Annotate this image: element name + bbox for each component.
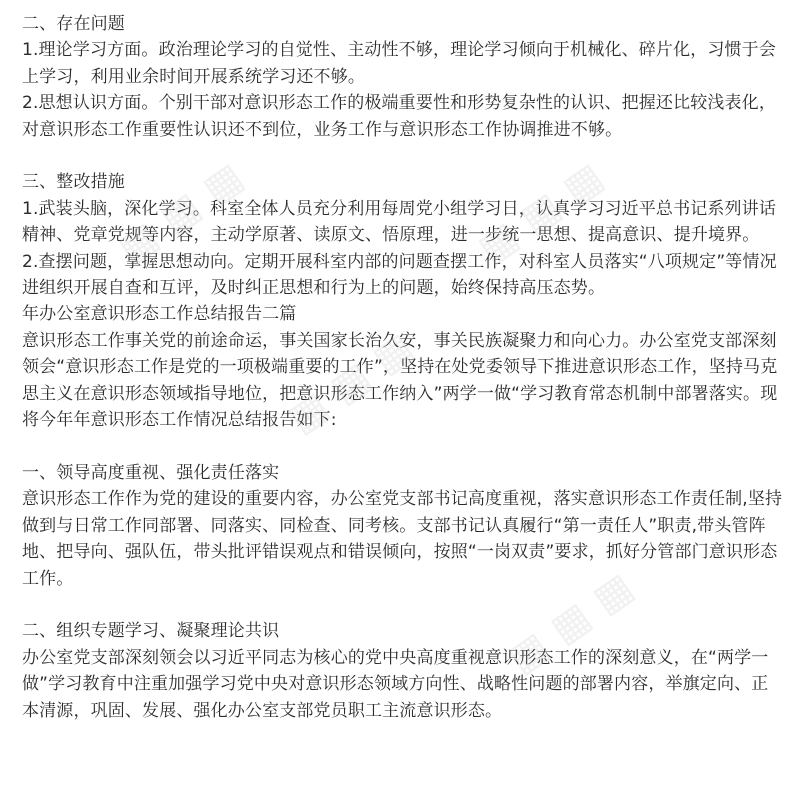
paragraph-ideological-awareness: 2.思想认识方面。个别干部对意识形态工作的极端重要性和形势复杂性的认识、把握还比较浅表化，对意识形态工作重要性认识还不到位，业务工作与意识形态工作协调推进不够。 <box>22 93 776 140</box>
section-heading-rectification: 三、整改措施 <box>22 172 125 193</box>
watermark-mark: ▦ ▦ ▦ <box>279 323 422 443</box>
section-heading-leadership: 一、领导高度重视、强化责任落实 <box>22 462 280 483</box>
section-heading-problems: 二、存在问题 <box>22 14 125 34</box>
blank-line <box>22 592 784 618</box>
watermark-mark: ▦ ▦ ▦ <box>109 153 252 273</box>
paragraph-deepen-study: 1.武装头脑，深化学习。科室全体人员充分利用每周党小组学习日，认真学习习近平总书记系列讲话精神、党章党规等内容，主动学原著、读原文、悟原理，进一步统一思想、提高意识、提升境界。 <box>22 198 776 246</box>
blank-line <box>22 143 784 169</box>
paragraph-report-intro: 意识形态工作事关党的前途命运，事关国家长治久安，事关民族凝聚力和向心力。办公室党支部深刻领会“意识形态工作是党的一项极端重要的工作”，坚持在处党委领导下推进意识形态工作，坚持马克思主义在意识形态领域指导地位，把意识形态工作纳入”两学一做“学习教育常态机制中部署落实。现将今年年意识形态工作情况总结报告如下: <box>22 330 778 431</box>
paragraph-theory-study: 1.理论学习方面。政治理论学习的自觉性、主动性不够，理论学习倾向于机械化、碎片化，习惯于会上学习，利用业余时间开展系统学习还不够。 <box>22 40 776 87</box>
paragraph-special-study: 办公室党支部深刻领会以习近平同志为核心的党中央高度重视意识形态工作的深刻意义，在“两学一做”学习教育中注重加强学习党中央对意识形态领域方向性、战略性问题的部署内容，举旗定向、正本清源，巩固、发展、强化办公室支部党员职工主流意识形态。 <box>22 647 769 721</box>
watermark-mark: ▦ ▦ ▦ <box>469 153 612 273</box>
paragraph-check-problems: 2.查摆问题，掌握思想动向。定期开展科室内部的问题查摆工作，对科室人员落实“八项规定”等情况进组织开展自查和互评，及时纠正思想和行为上的问题，始终保持高压态势。 <box>22 251 777 299</box>
watermark-mark: ▦ ▦ ▦ <box>499 563 642 683</box>
report-title: 年办公室意识形态工作总结报告二篇 <box>22 304 297 325</box>
section-heading-special-study: 二、组织专题学习、凝聚理论共识 <box>22 621 280 642</box>
blank-line <box>22 433 784 459</box>
paragraph-leadership: 意识形态工作作为党的建设的重要内容，办公室党支部书记高度重视，落实意识形态工作责任制,坚持做到与日常工作同部署、同落实、同检查、同考核。支部书记认真履行“第一责任人”职责,带头管阵地、把导向、强队伍，带头批评错误观点和错误倾向，按照“一岗双责”要求，抓好分管部门意识形态工作。 <box>22 489 783 589</box>
